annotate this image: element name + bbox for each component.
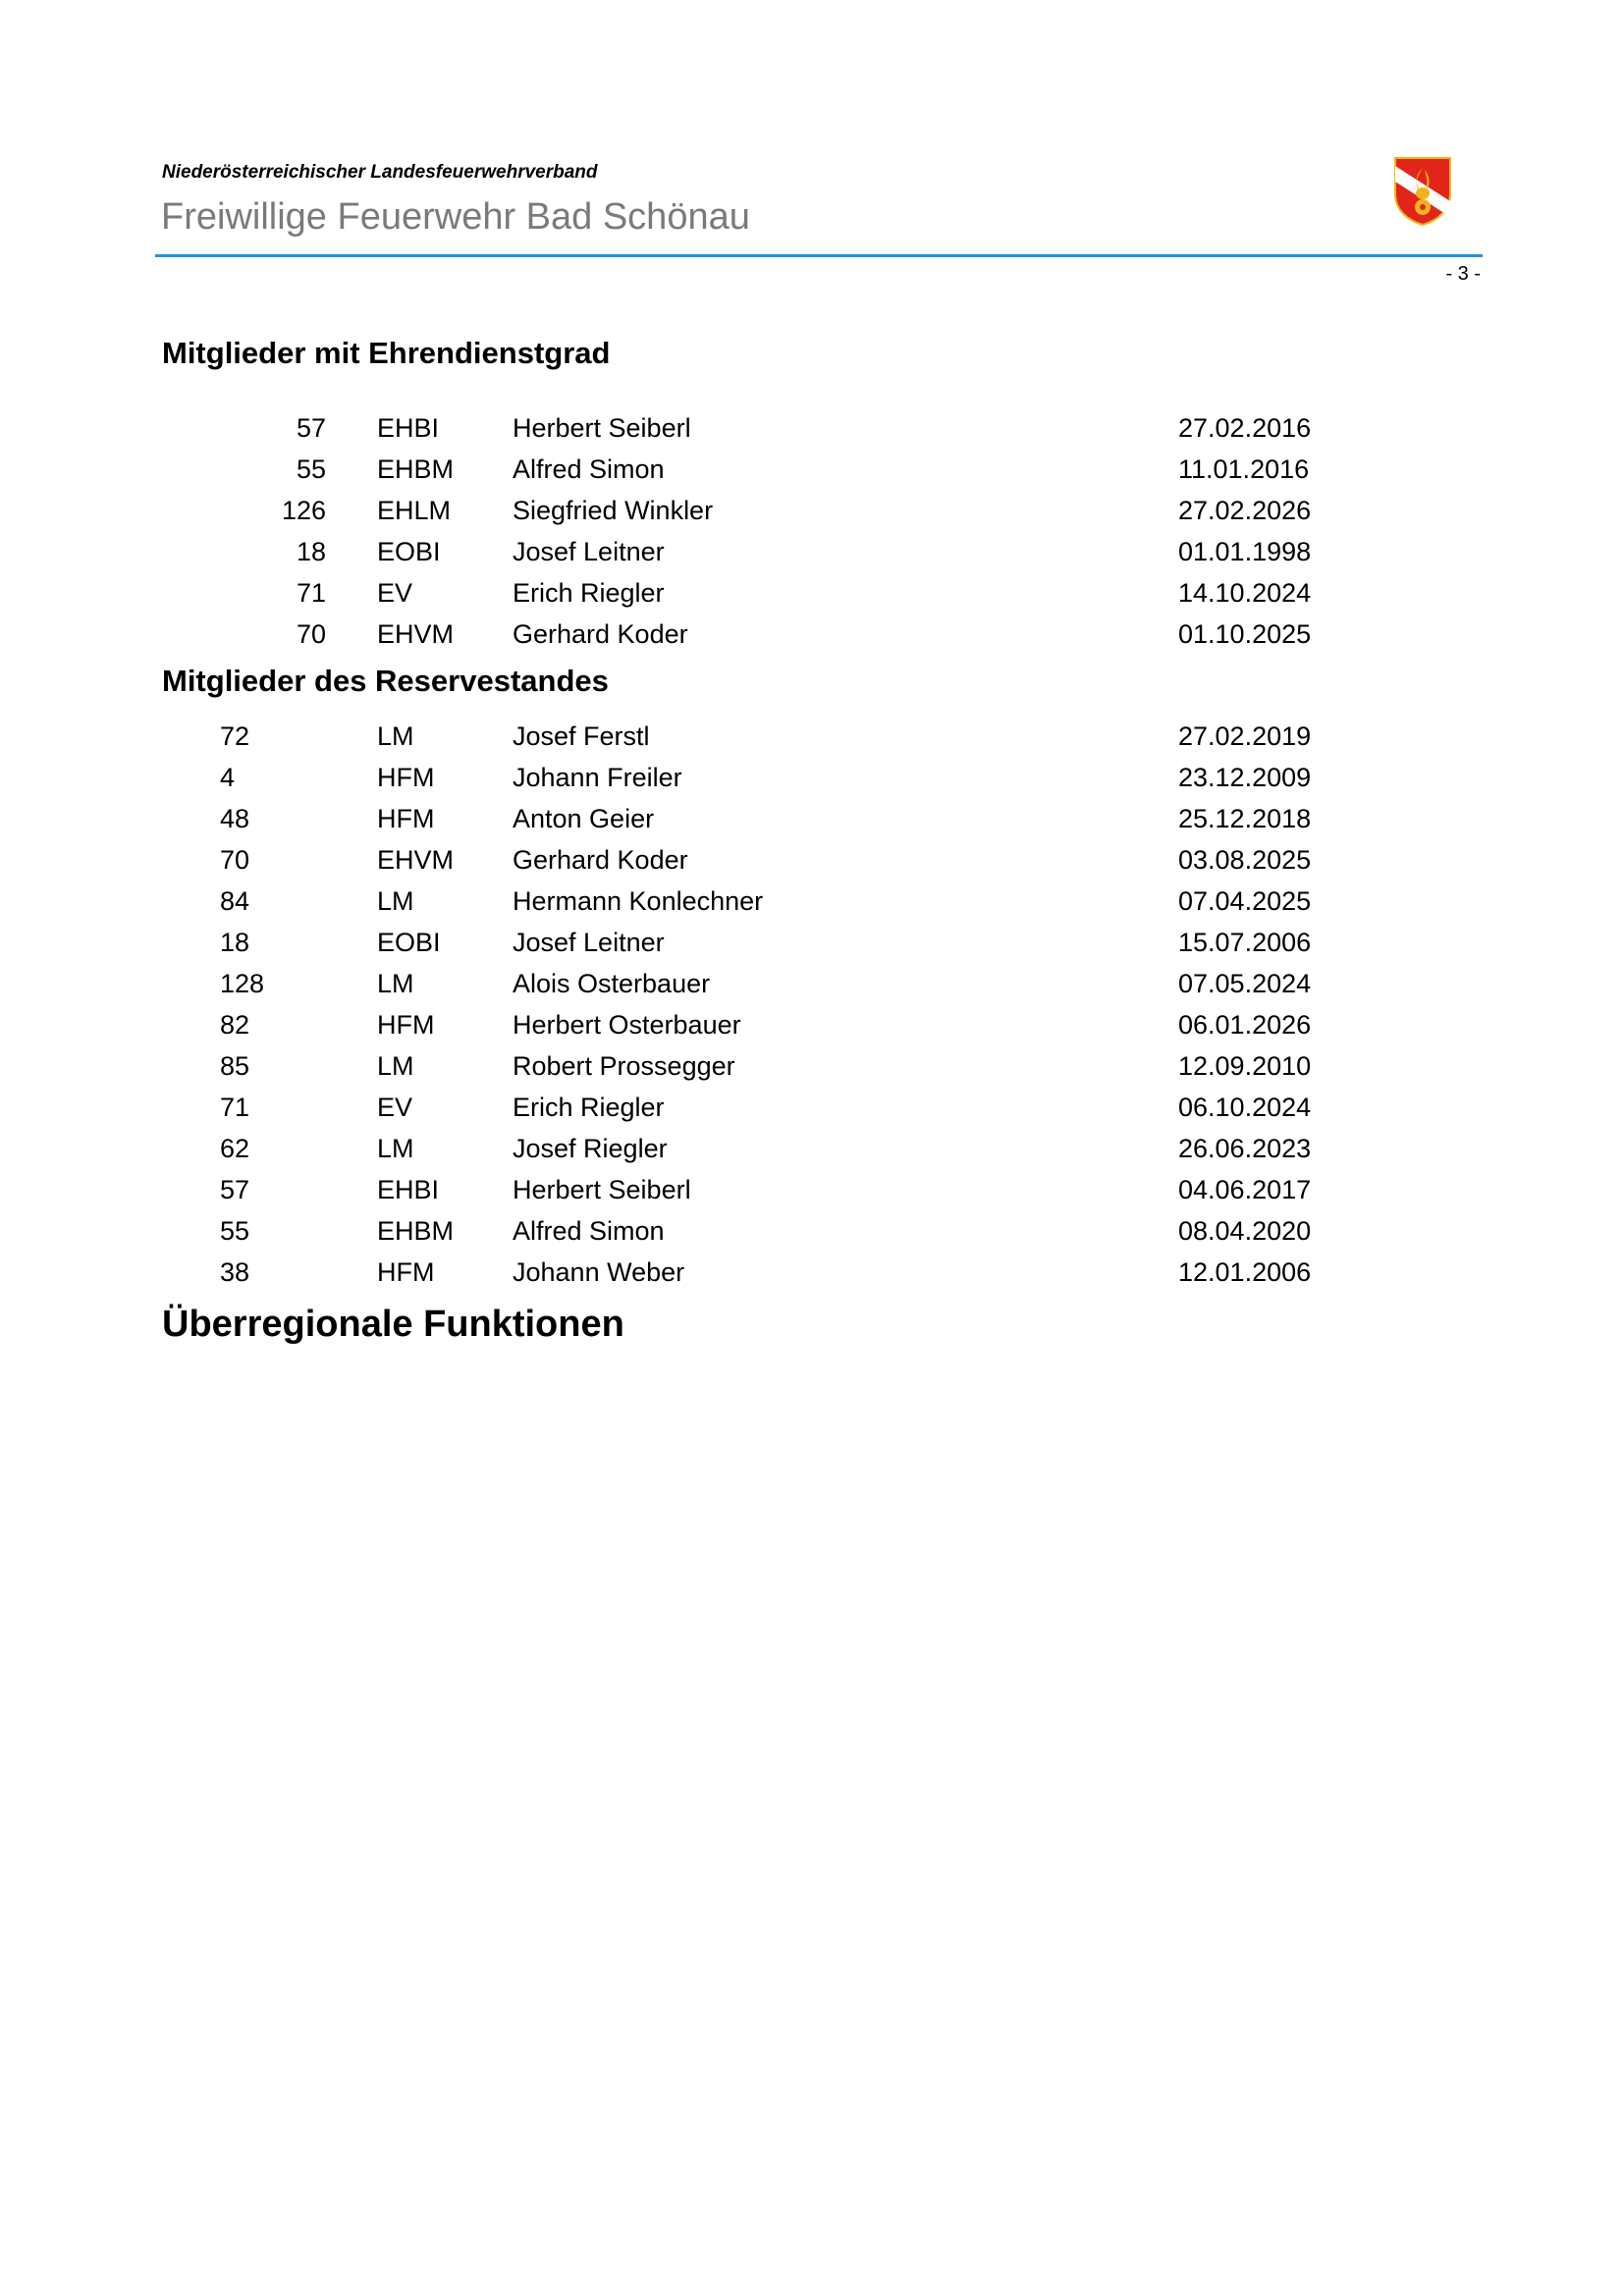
list-item (0, 845, 1624, 886)
organization-name: Niederösterreichischer Landesfeuerwehrverband (162, 162, 598, 183)
page-number: - 3 - (1445, 263, 1481, 285)
member-rank: HFM (377, 1010, 435, 1040)
member-number: 84 (220, 886, 250, 916)
member-number: 57 (296, 413, 326, 443)
member-name: Josef Leitner (513, 537, 665, 566)
member-date: 01.01.1998 (1178, 537, 1312, 566)
member-rank: EV (377, 1093, 413, 1122)
member-rank: EHBI (377, 1175, 440, 1204)
member-name: Anton Geier (513, 804, 655, 833)
member-name: Erich Riegler (513, 578, 665, 608)
member-name: Johann Freiler (513, 763, 682, 792)
member-name: Hermann Konlechner (513, 886, 764, 916)
header-divider (155, 254, 1483, 257)
member-date: 01.10.2025 (1178, 619, 1312, 649)
member-date: 11.01.2016 (1178, 454, 1310, 484)
member-number: 55 (220, 1216, 250, 1246)
member-name: Gerhard Koder (513, 845, 688, 875)
list-item (0, 763, 1624, 804)
member-date: 07.05.2024 (1178, 969, 1312, 998)
list-item (0, 886, 1624, 928)
document-title: Freiwillige Feuerwehr Bad Schönau (161, 196, 750, 238)
member-rank: HFM (377, 763, 435, 792)
section-heading-reserve: Mitglieder des Reservestandes (162, 664, 609, 698)
member-rank: EHBM (377, 1216, 455, 1246)
member-name: Siegfried Winkler (513, 496, 714, 525)
member-date: 14.10.2024 (1178, 578, 1312, 608)
member-number: 55 (296, 454, 326, 484)
member-date: 26.06.2023 (1178, 1134, 1312, 1163)
member-date: 27.02.2019 (1178, 721, 1312, 751)
list-item (0, 413, 1624, 454)
fire-brigade-emblem-icon (1391, 154, 1454, 227)
member-date: 12.09.2010 (1178, 1051, 1312, 1081)
member-date: 06.01.2026 (1178, 1010, 1312, 1040)
list-item (0, 928, 1624, 969)
member-number: 18 (220, 928, 250, 957)
member-number: 82 (220, 1010, 250, 1040)
member-date: 27.02.2016 (1178, 413, 1312, 443)
member-name: Alfred Simon (513, 1216, 665, 1246)
member-date: 27.02.2026 (1178, 496, 1312, 525)
member-name: Erich Riegler (513, 1093, 665, 1122)
member-rank: EOBI (377, 928, 441, 957)
member-number: 62 (220, 1134, 250, 1163)
list-item (0, 1010, 1624, 1051)
member-number: 70 (296, 619, 326, 649)
member-name: Johann Weber (513, 1257, 685, 1287)
member-name: Josef Leitner (513, 928, 665, 957)
list-item (0, 619, 1624, 661)
member-rank: LM (377, 721, 414, 751)
member-name: Alfred Simon (513, 454, 665, 484)
list-item (0, 1216, 1624, 1257)
list-item (0, 1134, 1624, 1175)
list-item (0, 969, 1624, 1010)
member-number: 70 (220, 845, 250, 875)
member-name: Josef Ferstl (513, 721, 650, 751)
member-name: Robert Prossegger (513, 1051, 735, 1081)
member-date: 08.04.2020 (1178, 1216, 1312, 1246)
member-number: 128 (220, 969, 265, 998)
list-item (0, 1093, 1624, 1134)
member-number: 126 (281, 496, 326, 525)
member-number: 71 (220, 1093, 250, 1122)
member-name: Alois Osterbauer (513, 969, 711, 998)
member-rank: EHVM (377, 619, 455, 649)
member-name: Herbert Seiberl (513, 1175, 691, 1204)
member-date: 06.10.2024 (1178, 1093, 1312, 1122)
member-number: 85 (220, 1051, 250, 1081)
member-number: 72 (220, 721, 250, 751)
member-rank: EHBM (377, 454, 455, 484)
member-rank: LM (377, 969, 414, 998)
list-item (0, 721, 1624, 763)
member-rank: LM (377, 1051, 414, 1081)
member-date: 15.07.2006 (1178, 928, 1312, 957)
member-rank: HFM (377, 804, 435, 833)
member-rank: EHVM (377, 845, 455, 875)
member-number: 57 (220, 1175, 250, 1204)
member-date: 25.12.2018 (1178, 804, 1312, 833)
member-rank: HFM (377, 1257, 435, 1287)
member-name: Herbert Seiberl (513, 413, 691, 443)
section-heading-honorary: Mitglieder mit Ehrendienstgrad (162, 336, 611, 370)
member-date: 04.06.2017 (1178, 1175, 1312, 1204)
list-item (0, 804, 1624, 845)
member-rank: EOBI (377, 537, 441, 566)
list-item (0, 1257, 1624, 1299)
member-name: Josef Riegler (513, 1134, 668, 1163)
member-date: 03.08.2025 (1178, 845, 1312, 875)
list-item (0, 537, 1624, 578)
list-item (0, 578, 1624, 619)
member-rank: EV (377, 578, 413, 608)
member-rank: LM (377, 1134, 414, 1163)
member-rank: LM (377, 886, 414, 916)
member-name: Gerhard Koder (513, 619, 688, 649)
member-number: 18 (296, 537, 326, 566)
member-date: 23.12.2009 (1178, 763, 1312, 792)
member-number: 38 (220, 1257, 250, 1287)
member-date: 12.01.2006 (1178, 1257, 1312, 1287)
member-rank: EHBI (377, 413, 440, 443)
member-number: 48 (220, 804, 250, 833)
list-item (0, 1051, 1624, 1093)
member-number: 71 (296, 578, 326, 608)
section-heading-supraregional: Überregionale Funktionen (162, 1304, 624, 1345)
member-date: 07.04.2025 (1178, 886, 1312, 916)
list-item (0, 454, 1624, 496)
list-item (0, 496, 1624, 537)
member-rank: EHLM (377, 496, 452, 525)
list-item (0, 1175, 1624, 1216)
member-name: Herbert Osterbauer (513, 1010, 741, 1040)
member-number: 4 (220, 763, 236, 792)
